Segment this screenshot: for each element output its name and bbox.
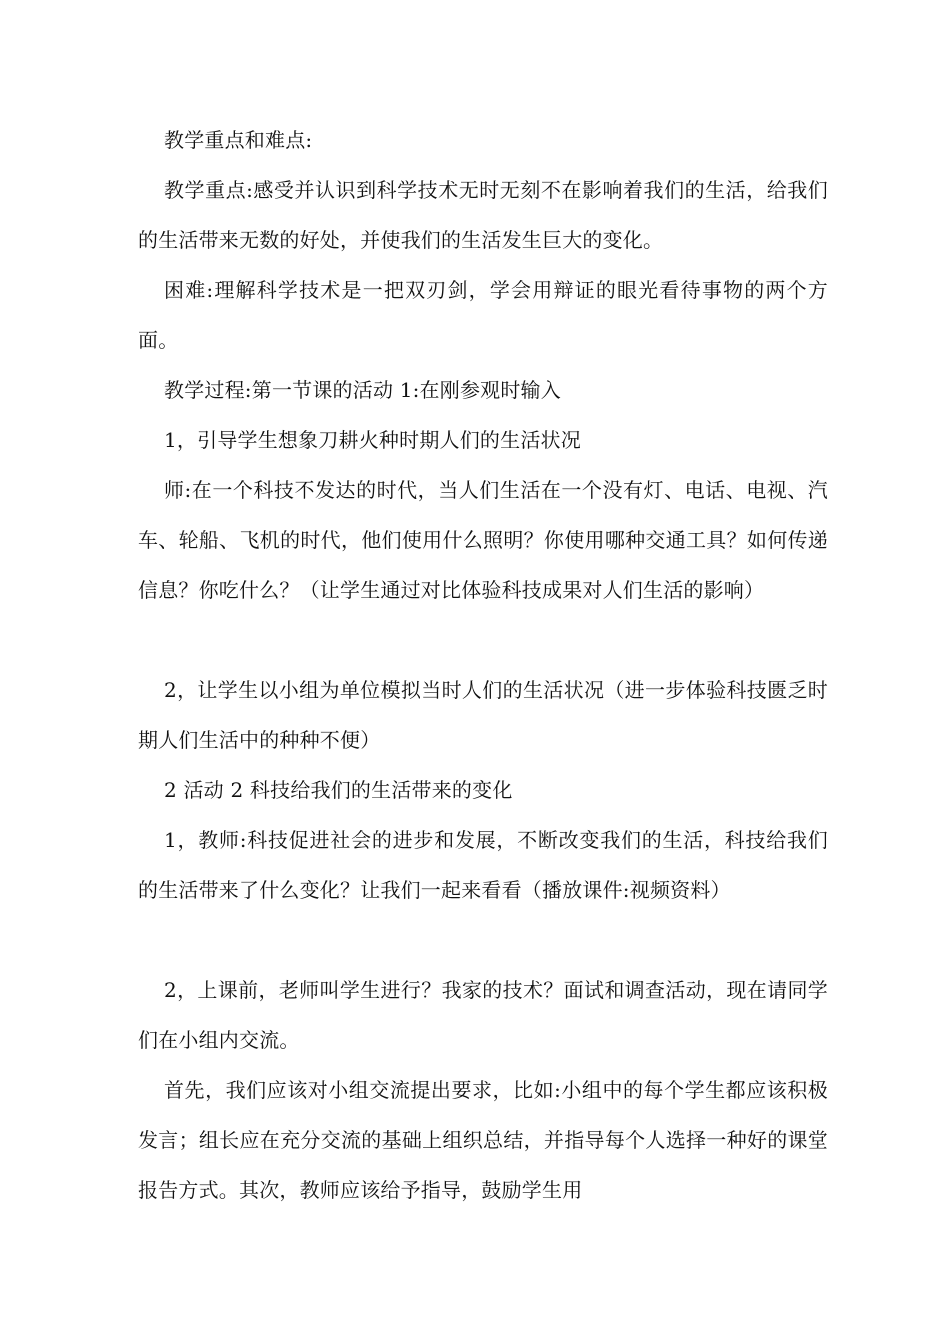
paragraph-first-requirements: 首先，我们应该对小组交流提出要求，比如:小组中的每个学生都应该积极发言；组长应在充分交流的基础上组织总结，并指导每个人选择一种好的课堂报告方式。其次，教师应该给予指导，鼓励学生用: [138, 1078, 828, 1202]
paragraph-step-1: 1，引导学生想象刀耕火种时期人们的生活状况: [164, 428, 581, 452]
heading-activity-2: 2 活动 2 科技给我们的生活带来的变化: [164, 778, 513, 802]
paragraph-activity-2-step-2: 2，上课前，老师叫学生进行？我家的技术？面试和调查活动，现在请同学们在小组内交流。: [138, 978, 828, 1052]
paragraph-difficulty: 困难:理解科学技术是一把双刃剑，学会用辩证的眼光看待事物的两个方面。: [138, 278, 828, 352]
paragraph-key-point: 教学重点:感受并认识到科学技术无时无刻不在影响着我们的生活，给我们的生活带来无数的好处，并使我们的生活发生巨大的变化。: [138, 178, 828, 252]
paragraph-activity-2-step-1: 1，教师:科技促进社会的进步和发展，不断改变我们的生活，科技给我们的生活带来了什么变化？让我们一起来看看（播放课件:视频资料）: [138, 828, 828, 902]
heading-key-points: 教学重点和难点:: [164, 128, 313, 152]
heading-teaching-process: 教学过程:第一节课的活动 1:在刚参观时输入: [164, 378, 561, 402]
paragraph-teacher-question: 师:在一个科技不发达的时代，当人们生活在一个没有灯、电话、电视、汽车、轮船、飞机的时代，他们使用什么照明？你使用哪种交通工具？如何传递信息？你吃什么？（让学生通过对比体验科技成果对人们生活的影响）: [138, 478, 828, 602]
paragraph-step-2: 2，让学生以小组为单位模拟当时人们的生活状况（进一步体验科技匮乏时期人们生活中的种种不便）: [138, 678, 828, 752]
